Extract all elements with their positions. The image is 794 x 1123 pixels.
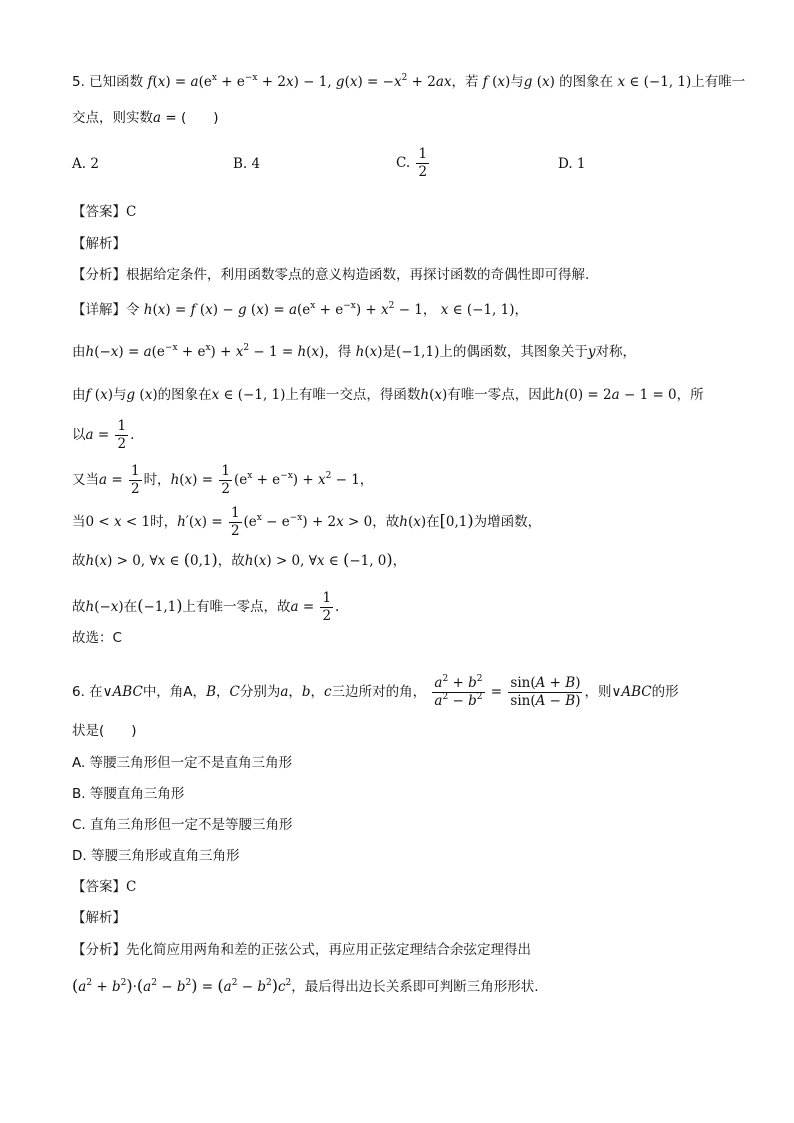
q6-stem-line2: 状是( ) <box>72 723 137 739</box>
q6-stem-line1: 6. 在∨ABC中，角A，B，C分别为a，b，c三边所对的角， $\frac{a^2 + b^2}{a^2 - b^2}$ = $\frac{\sin(A + B)}{\sin(A - B)}$ ，则∨ABC的形 <box>72 674 679 709</box>
q5-final-choice: 故选：C <box>72 630 122 646</box>
q6-option-a: A. 等腰三角形但一定不是直角三角形 <box>72 755 293 771</box>
q6-option-c: C. 直角三角形但一定不是等腰三角形 <box>72 817 293 833</box>
q5-detail-line7: 故h(x) > 0, ∀x ∈ (0,1)，故h(x) > 0, ∀x ∈ (−1, 0)， <box>72 550 407 569</box>
q5-fenxi: 【分析】根据给定条件，利用函数零点的意义构造函数，再探讨函数的奇偶性即可得解. <box>72 267 590 283</box>
q5-detail-line6: 当0 < x < 1时，h′(x) = $\frac{1}{2}$ $(e^x - e^{-x}) + 2x > 0$，故h(x)在[0,1)为增函数， <box>72 505 542 539</box>
q6-option-d: D. 等腰三角形或直角三角形 <box>72 848 240 864</box>
q5-f-definition: f <box>147 74 153 90</box>
q6-answer: 【答案】C <box>72 879 137 895</box>
q6-fenxi-line2: $(a^2 + b^2)\cdot(a^2 - b^2) = (a^2 - b^2)c^2$，最后得出边长关系即可判断三角形形状. <box>72 976 539 995</box>
q5-stem-line2: 交点，则实数a = ( ) <box>72 110 219 126</box>
q5-detail-line5: 又当a = $\frac{1}{2}$ 时，h(x) = $\frac{1}{2}$ $(e^x + e^{-x}) + x^2 - 1$， <box>72 463 374 497</box>
q5-number: 5. <box>72 74 90 90</box>
q5-detail-line3: 由f (x)与g (x)的图象在x ∈ (−1, 1)上有唯一交点，得函数h(x)有唯一零点，因此h(0) = 2a − 1 = 0，所 <box>72 387 704 403</box>
q5-option-a: A. 2 <box>72 156 99 172</box>
q6-number: 6. <box>72 684 90 700</box>
q6-fenxi: 【分析】先化简应用两角和差的正弦公式，再应用正弦定理结合余弦定理得出 <box>72 942 531 958</box>
q5-stem-line1: 5. 已知函数 $f(x) = a(e^x + e^{-x} + 2x) - 1$, $g(x) = -x^2 + 2ax$，若 f (x)与g (x) 的图象在 x ∈ (−1, 1)上有唯一 <box>72 73 746 90</box>
q5-analysis-label: 【解析】 <box>72 236 126 252</box>
q6-option-b: B. 等腰直角三角形 <box>72 786 185 802</box>
q5-option-c: C. $\frac{1}{2}$ <box>396 146 428 180</box>
q6-analysis-label: 【解析】 <box>72 910 126 926</box>
q5-option-b: B. 4 <box>233 156 261 172</box>
q5-detail-line4: 以a = $\frac{1}{2}$ . <box>72 418 135 452</box>
q5-detail-line2: 由$h(-x) = a(e^{-x} + e^x) + x^2 - 1 = h(x)$，得 h(x)是(−1,1)上的偶函数，其图象关于y对称， <box>72 343 636 360</box>
q5-detail-line1: 【详解】令 h(x) = f (x) − g $(x) = a(e^x + e^{-x}) + x^2 - 1$， x ∈ (−1, 1)， <box>72 301 528 318</box>
q5-answer: 【答案】C <box>72 204 137 220</box>
q5-detail-line8: 故h(−x)在(−1,1)上有唯一零点，故a = $\frac{1}{2}$ . <box>72 590 340 624</box>
q5-option-d: D. 1 <box>558 156 586 172</box>
